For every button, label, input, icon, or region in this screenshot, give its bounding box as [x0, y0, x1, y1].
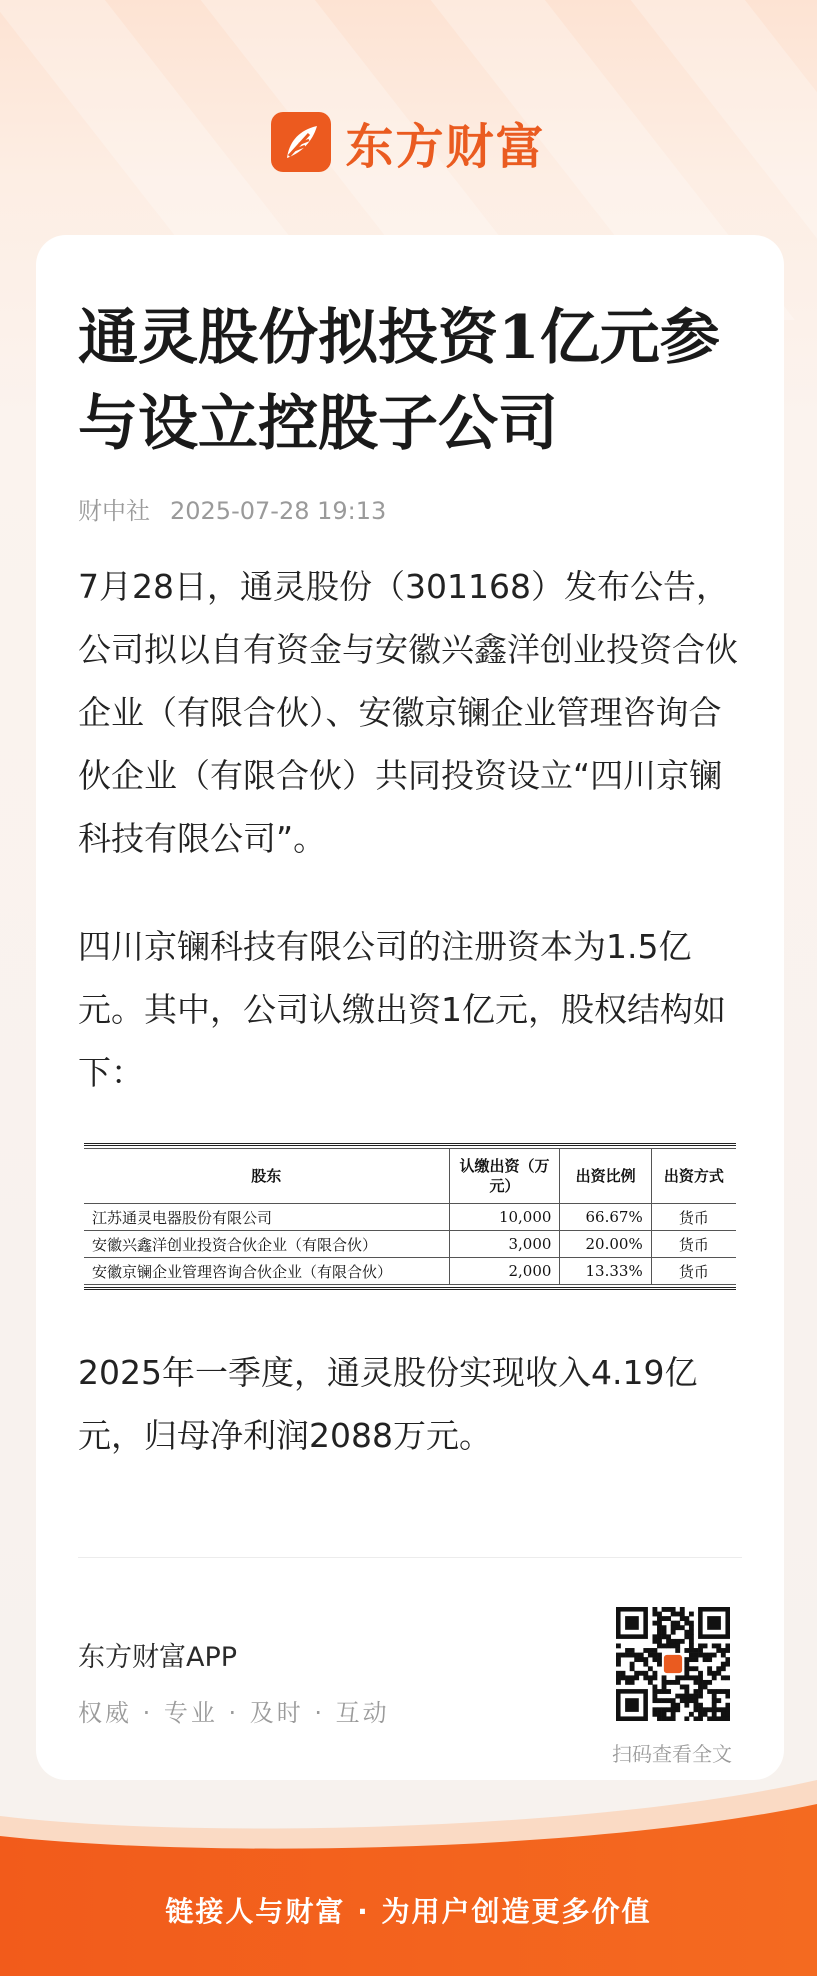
- shareholding-table-wrapper: [84, 1143, 736, 1290]
- table-row: [84, 1204, 736, 1231]
- col-header-capital: 认缴出资（万元）: [449, 1149, 560, 1204]
- article-datetime: 2025-07-28 19:13: [170, 497, 387, 525]
- qr-caption: 扫码查看全文: [612, 1742, 732, 1766]
- cell-capital: 2,000: [449, 1258, 560, 1285]
- cell-shareholder: 安徽京镧企业管理咨询合伙企业（有限合伙）: [84, 1258, 449, 1285]
- footer-slogan: 链接人与财富 · 为用户创造更多价值: [165, 1895, 652, 1928]
- cell-method: 货币: [651, 1231, 736, 1258]
- article-card: [36, 235, 784, 1780]
- shareholding-table: [84, 1148, 736, 1285]
- article-meta: [78, 491, 386, 526]
- brand-logo: [0, 110, 817, 174]
- col-header-ratio: 出资比例: [560, 1149, 651, 1204]
- article-paragraph-1: 7月28日，通灵股份（301168）发布公告，公司拟以自有资金与安徽兴鑫洋创业投资合伙企业（有限合伙）、安徽京镧企业管理咨询合伙企业（有限合伙）共同投资设立“四川京镧科技有限公司”。: [78, 567, 738, 858]
- col-header-shareholder: 股东: [84, 1149, 449, 1204]
- divider: [78, 1557, 742, 1558]
- app-name: 东方财富APP: [78, 1642, 238, 1673]
- cell-capital: 3,000: [449, 1231, 560, 1258]
- cell-ratio: 13.33%: [560, 1258, 651, 1285]
- cell-method: 货币: [651, 1204, 736, 1231]
- article-source: 财中社: [78, 497, 150, 525]
- qr-code-icon[interactable]: [616, 1607, 730, 1721]
- cell-shareholder: 江苏通灵电器股份有限公司: [84, 1204, 449, 1231]
- table-row: [84, 1231, 736, 1258]
- feather-leaf-icon: [271, 112, 331, 172]
- brand-name: 东方财富: [345, 118, 546, 175]
- footer-wave: [0, 1780, 817, 1976]
- cell-method: 货币: [651, 1258, 736, 1285]
- cell-ratio: 66.67%: [560, 1204, 651, 1231]
- app-slogan: 权威 · 专业 · 及时 · 互动: [78, 1699, 390, 1727]
- table-row: [84, 1258, 736, 1285]
- article-title: 通灵股份拟投资1亿元参与设立控股子公司: [78, 303, 720, 459]
- article-paragraph-2: 四川京镧科技有限公司的注册资本为1.5亿元。其中，公司认缴出资1亿元，股权结构如下：: [78, 927, 726, 1092]
- cell-shareholder: 安徽兴鑫洋创业投资合伙企业（有限合伙）: [84, 1231, 449, 1258]
- cell-ratio: 20.00%: [560, 1231, 651, 1258]
- footer-banner: [0, 1780, 817, 1976]
- table-header-row: [84, 1149, 736, 1204]
- cell-capital: 10,000: [449, 1204, 560, 1231]
- article-paragraph-3: 2025年一季度，通灵股份实现收入4.19亿元，归母净利润2088万元。: [78, 1353, 698, 1455]
- col-header-method: 出资方式: [651, 1149, 736, 1204]
